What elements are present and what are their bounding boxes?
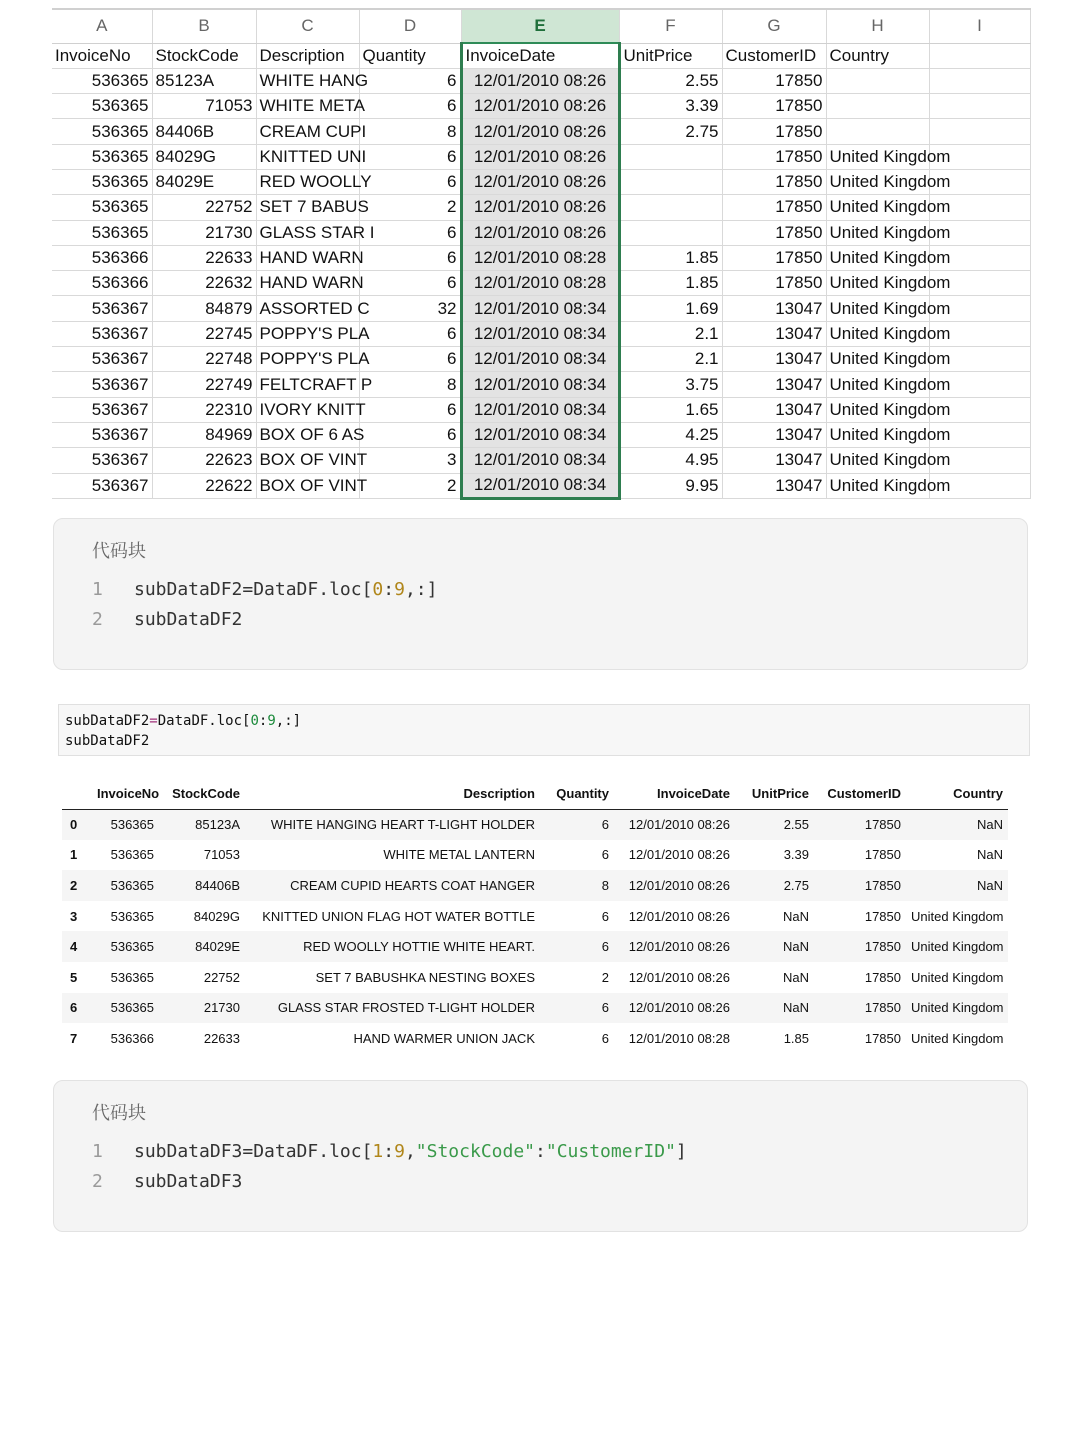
df-cell: HAND WARMER UNION JACK [353, 1030, 535, 1046]
sheet-cell[interactable]: 13047 [722, 473, 826, 498]
df-cell: 2.75 [783, 877, 809, 893]
sheet-row [52, 448, 1030, 473]
sheet-cell[interactable]: 6 [359, 347, 461, 372]
sheet-row [52, 296, 1030, 321]
sheet-row [52, 397, 1030, 422]
table-row [62, 962, 1008, 993]
df-cell: 84029G [193, 908, 240, 924]
df-cell: CREAM CUPID HEARTS COAT HANGER [290, 877, 535, 893]
df-cell: 6 [601, 908, 609, 924]
sheet-cell[interactable]: 6 [359, 245, 461, 270]
sheet-cell[interactable]: 6 [359, 94, 461, 119]
sheet-row [52, 347, 1030, 372]
code-line-2[interactable]: 2 subDataDF3 [92, 1171, 243, 1192]
sheet-cell[interactable]: 4.25 [619, 422, 722, 447]
df-cell: 12/01/2010 08:26 [628, 817, 730, 833]
sheet-cell[interactable]: 12/01/2010 08:26 [461, 68, 619, 93]
sheet-cell[interactable]: 12/01/2010 08:26 [461, 119, 619, 144]
sheet-cell[interactable]: 13047 [722, 296, 826, 321]
df-cell: SET 7 BABUSHKA NESTING BOXES [315, 969, 535, 985]
table-row [62, 993, 1008, 1024]
sheet-cell[interactable]: 12/01/2010 08:34 [461, 422, 619, 447]
sheet-cell[interactable]: 13047 [722, 448, 826, 473]
df-column-header: StockCode [159, 778, 245, 809]
sheet-cell[interactable] [826, 94, 929, 119]
sheet-cell[interactable]: CustomerID [722, 43, 826, 68]
df-cell: NaN [976, 847, 1003, 863]
sheet-cell[interactable]: 13047 [722, 372, 826, 397]
df-cell: WHITE METAL LANTERN [383, 847, 535, 863]
df-cell: 6 [601, 817, 609, 833]
sheet-cell[interactable]: 12/01/2010 08:28 [461, 271, 619, 296]
jupyter-input-cell[interactable] [58, 704, 1030, 756]
sheet-cell[interactable]: 1.69 [619, 296, 722, 321]
spreadsheet [52, 8, 1030, 500]
sheet-cell[interactable]: 13047 [722, 397, 826, 422]
sheet-cell[interactable]: 12/01/2010 08:34 [461, 372, 619, 397]
dataframe-output [62, 778, 1008, 1054]
df-cell: 85123A [195, 817, 240, 833]
df-cell: 6 [601, 1000, 609, 1016]
df-cell: United Kingdom [911, 969, 1004, 985]
sheet-cell[interactable] [929, 68, 1030, 93]
sheet-cell[interactable]: 22749 [152, 372, 256, 397]
sheet-cell[interactable]: 22748 [152, 347, 256, 372]
sheet-cell[interactable]: 17850 [722, 169, 826, 194]
sheet-row [52, 94, 1030, 119]
sheet-cell[interactable]: United Kingdom [826, 195, 929, 220]
sheet-cell[interactable]: United Kingdom [826, 347, 929, 372]
sheet-cell[interactable]: Quantity [359, 43, 461, 68]
line-number: 2 [92, 1171, 103, 1192]
sheet-cell[interactable]: HAND WARN [256, 245, 359, 270]
code-line-2[interactable]: 2 subDataDF2 [92, 609, 243, 630]
sheet-cell[interactable] [929, 43, 1030, 68]
df-cell: 3.39 [783, 847, 809, 863]
sheet-cell[interactable]: 12/01/2010 08:34 [461, 347, 619, 372]
sheet-cell[interactable]: United Kingdom [826, 296, 929, 321]
df-cell: 2.55 [783, 817, 809, 833]
sheet-cell[interactable]: HAND WARN [256, 271, 359, 296]
df-column-header: UnitPrice [735, 778, 814, 809]
df-row-index: 1 [70, 847, 78, 863]
df-column-header: InvoiceNo [92, 778, 159, 809]
sheet-cell[interactable]: 536365 [52, 94, 152, 119]
sheet-cell[interactable] [619, 220, 722, 245]
df-cell: 6 [601, 939, 609, 955]
sheet-row [52, 144, 1030, 169]
column-header-e[interactable]: E [461, 9, 619, 43]
df-cell: 17850 [864, 969, 901, 985]
sheet-row [52, 422, 1030, 447]
sheet-row [52, 271, 1030, 296]
sheet-cell[interactable]: 12/01/2010 08:26 [461, 94, 619, 119]
sheet-cell[interactable]: United Kingdom [826, 448, 929, 473]
df-cell: 536365 [110, 908, 154, 924]
sheet-cell[interactable]: 536367 [52, 397, 152, 422]
sheet-cell[interactable]: 17850 [722, 119, 826, 144]
sheet-cell[interactable]: 13047 [722, 321, 826, 346]
sheet-cell[interactable]: 536367 [52, 372, 152, 397]
df-column-header: InvoiceDate [614, 778, 735, 809]
sheet-cell[interactable] [619, 144, 722, 169]
sheet-cell[interactable]: BOX OF VINT [256, 473, 359, 498]
sheet-cell[interactable]: 536365 [52, 119, 152, 144]
df-cell: 536366 [110, 1030, 154, 1046]
sheet-cell[interactable]: 12/01/2010 08:26 [461, 169, 619, 194]
sheet-cell[interactable]: 536365 [52, 195, 152, 220]
df-row-index: 7 [70, 1030, 78, 1046]
sheet-cell[interactable]: InvoiceDate [461, 43, 619, 68]
sheet-cell[interactable]: 1.65 [619, 397, 722, 422]
sheet-cell[interactable]: 84029E [152, 169, 256, 194]
table-row [62, 809, 1008, 840]
sheet-cell[interactable]: 12/01/2010 08:26 [461, 144, 619, 169]
df-cell: 6 [601, 1030, 609, 1046]
df-cell: 22752 [203, 969, 240, 985]
sheet-cell[interactable]: ASSORTED C [256, 296, 359, 321]
sheet-cell[interactable]: 1.85 [619, 245, 722, 270]
sheet-cell[interactable] [826, 119, 929, 144]
df-cell: 12/01/2010 08:26 [628, 969, 730, 985]
code-block-1 [53, 518, 1028, 670]
sheet-cell[interactable]: GLASS STAR I [256, 220, 359, 245]
sheet-row [52, 473, 1030, 498]
sheet-cell[interactable]: 2.1 [619, 347, 722, 372]
df-cell: NaN [782, 908, 809, 924]
sheet-cell[interactable]: POPPY'S PLA [256, 347, 359, 372]
sheet-cell[interactable]: 1.85 [619, 271, 722, 296]
sheet-cell[interactable]: 17850 [722, 68, 826, 93]
column-header-c[interactable]: C [256, 9, 359, 43]
sheet-cell[interactable]: 22745 [152, 321, 256, 346]
sheet-cell[interactable]: SET 7 BABUS [256, 195, 359, 220]
df-cell: 12/01/2010 08:26 [628, 908, 730, 924]
sheet-cell[interactable]: 12/01/2010 08:26 [461, 195, 619, 220]
sheet-cell[interactable]: 22310 [152, 397, 256, 422]
sheet-row [52, 245, 1030, 270]
column-header-f[interactable]: F [619, 9, 722, 43]
df-cell: 536365 [110, 939, 154, 955]
code-line-1[interactable]: 1 subDataDF2=DataDF.loc[0:9,:] [92, 579, 438, 600]
sheet-cell[interactable]: 6 [359, 397, 461, 422]
sheet-cell[interactable]: 6 [359, 169, 461, 194]
sheet-cell[interactable]: 3 [359, 448, 461, 473]
df-cell: NaN [782, 1000, 809, 1016]
sheet-cell[interactable]: 13047 [722, 422, 826, 447]
sheet-cell[interactable]: 2 [359, 473, 461, 498]
column-header-g[interactable]: G [722, 9, 826, 43]
df-column-header: Country [906, 778, 1008, 809]
sheet-cell[interactable]: KNITTED UNI [256, 144, 359, 169]
sheet-cell[interactable]: 12/01/2010 08:34 [461, 397, 619, 422]
df-cell: United Kingdom [911, 1030, 1004, 1046]
sheet-cell[interactable]: 536367 [52, 422, 152, 447]
sheet-cell[interactable]: 84406B [152, 119, 256, 144]
sheet-cell[interactable]: 536367 [52, 473, 152, 498]
sheet-cell[interactable]: Country [826, 43, 929, 68]
sheet-cell[interactable]: InvoiceNo [52, 43, 152, 68]
sheet-cell[interactable]: 536366 [52, 245, 152, 270]
sheet-cell[interactable]: 536365 [52, 68, 152, 93]
line-number: 2 [92, 609, 103, 630]
sheet-cell[interactable]: 12/01/2010 08:28 [461, 245, 619, 270]
df-row-index: 0 [70, 817, 78, 833]
df-row-index: 3 [70, 908, 78, 924]
sheet-cell[interactable]: 17850 [722, 245, 826, 270]
sheet-cell[interactable]: 84029G [152, 144, 256, 169]
df-cell: 536365 [110, 1000, 154, 1016]
df-cell: 12/01/2010 08:26 [628, 877, 730, 893]
sheet-row [52, 321, 1030, 346]
sheet-cell[interactable]: 12/01/2010 08:26 [461, 220, 619, 245]
sheet-cell[interactable]: United Kingdom [826, 422, 929, 447]
sheet-cell[interactable]: 6 [359, 220, 461, 245]
sheet-cell[interactable]: 536367 [52, 347, 152, 372]
sheet-cell[interactable]: BOX OF VINT [256, 448, 359, 473]
df-cell: 536365 [110, 817, 154, 833]
code-block-title: 代码块 [92, 541, 146, 561]
sheet-cell[interactable]: 21730 [152, 220, 256, 245]
spreadsheet-grid [52, 8, 1031, 500]
sheet-cell[interactable]: 17850 [722, 195, 826, 220]
column-header-h[interactable]: H [826, 9, 929, 43]
df-cell: 17850 [864, 1000, 901, 1016]
sheet-cell[interactable]: 13047 [722, 347, 826, 372]
df-cell: GLASS STAR FROSTED T-LIGHT HOLDER [277, 1000, 535, 1016]
sheet-cell[interactable]: 9.95 [619, 473, 722, 498]
sheet-cell[interactable]: 536365 [52, 220, 152, 245]
df-cell: 536365 [110, 847, 154, 863]
column-header-d[interactable]: D [359, 9, 461, 43]
column-header-a[interactable]: A [52, 9, 152, 43]
sheet-row [52, 220, 1030, 245]
sheet-cell[interactable]: 6 [359, 271, 461, 296]
df-cell: NaN [782, 939, 809, 955]
df-column-header: Description [245, 778, 540, 809]
sheet-cell[interactable]: 71053 [152, 94, 256, 119]
table-row [62, 840, 1008, 871]
sheet-cell[interactable]: United Kingdom [826, 169, 929, 194]
sheet-cell[interactable]: 84969 [152, 422, 256, 447]
df-cell: United Kingdom [911, 1000, 1004, 1016]
sheet-cell[interactable] [619, 195, 722, 220]
sheet-cell[interactable]: United Kingdom [826, 144, 929, 169]
df-cell: 2 [601, 969, 609, 985]
line-number: 1 [92, 579, 103, 600]
dataframe-table [62, 778, 1008, 1054]
sheet-cell[interactable]: United Kingdom [826, 271, 929, 296]
table-row [62, 1023, 1008, 1054]
sheet-cell[interactable] [929, 119, 1030, 144]
df-row-index: 5 [70, 969, 78, 985]
sheet-row [52, 169, 1030, 194]
table-row [62, 901, 1008, 932]
sheet-cell[interactable]: 22752 [152, 195, 256, 220]
sheet-cell[interactable]: 22623 [152, 448, 256, 473]
sheet-cell[interactable]: CREAM CUPI [256, 119, 359, 144]
sheet-cell[interactable]: 536367 [52, 321, 152, 346]
df-cell: 17850 [864, 1030, 901, 1046]
sheet-cell[interactable]: 3.39 [619, 94, 722, 119]
sheet-cell[interactable]: 12/01/2010 08:34 [461, 448, 619, 473]
table-row [62, 870, 1008, 901]
sheet-cell[interactable]: WHITE META [256, 94, 359, 119]
line-number: 1 [92, 1141, 103, 1162]
sheet-cell[interactable]: 12/01/2010 08:34 [461, 296, 619, 321]
sheet-row [52, 119, 1030, 144]
df-cell: 17850 [864, 939, 901, 955]
sheet-cell[interactable] [619, 169, 722, 194]
df-cell: 71053 [203, 847, 240, 863]
sheet-cell[interactable]: 6 [359, 321, 461, 346]
column-header-b[interactable]: B [152, 9, 256, 43]
sheet-cell[interactable]: 22632 [152, 271, 256, 296]
sheet-cell[interactable]: 536365 [52, 144, 152, 169]
sheet-cell[interactable]: 536365 [52, 169, 152, 194]
code-block-title: 代码块 [92, 1103, 146, 1123]
df-cell: RED WOOLLY HOTTIE WHITE HEART. [303, 939, 535, 955]
df-cell: 84406B [195, 877, 240, 893]
sheet-cell[interactable]: 536367 [52, 448, 152, 473]
sheet-row [52, 195, 1030, 220]
df-cell: 17850 [864, 908, 901, 924]
sheet-cell[interactable]: Description [256, 43, 359, 68]
df-row-index: 2 [70, 877, 78, 893]
table-row [62, 931, 1008, 962]
df-column-header [62, 778, 92, 809]
sheet-cell[interactable]: 2.55 [619, 68, 722, 93]
sheet-cell[interactable]: 536367 [52, 296, 152, 321]
df-cell: 17850 [864, 877, 901, 893]
sheet-cell[interactable]: United Kingdom [826, 397, 929, 422]
column-header-i[interactable]: I [929, 9, 1030, 43]
sheet-cell[interactable]: IVORY KNITT [256, 397, 359, 422]
df-cell: 12/01/2010 08:26 [628, 939, 730, 955]
df-cell: NaN [976, 817, 1003, 833]
sheet-cell[interactable]: 84879 [152, 296, 256, 321]
jupyter-code-line-1: subDataDF2=DataDF.loc[0:9,:] [65, 713, 302, 729]
df-row-index: 6 [70, 1000, 78, 1016]
sheet-cell[interactable] [826, 68, 929, 93]
sheet-cell[interactable]: 17850 [722, 144, 826, 169]
code-line-1[interactable]: 1 subDataDF3=DataDF.loc[1:9,"StockCode":"CustomerID"] [92, 1141, 687, 1162]
df-cell: 1.85 [783, 1030, 809, 1046]
df-cell: 17850 [864, 847, 901, 863]
df-cell: 8 [601, 877, 609, 893]
df-cell: United Kingdom [911, 908, 1004, 924]
sheet-cell[interactable]: 3.75 [619, 372, 722, 397]
sheet-cell[interactable]: WHITE HANG [256, 68, 359, 93]
sheet-cell[interactable]: United Kingdom [826, 321, 929, 346]
sheet-cell[interactable]: 2 [359, 195, 461, 220]
sheet-cell[interactable]: 2.1 [619, 321, 722, 346]
df-cell: 21730 [203, 1000, 240, 1016]
df-cell: 12/01/2010 08:26 [628, 1000, 730, 1016]
df-cell: KNITTED UNION FLAG HOT WATER BOTTLE [262, 908, 535, 924]
sheet-cell[interactable] [929, 94, 1030, 119]
sheet-cell[interactable]: 8 [359, 372, 461, 397]
df-cell: NaN [976, 877, 1003, 893]
sheet-cell[interactable]: BOX OF 6 AS [256, 422, 359, 447]
sheet-cell[interactable]: 6 [359, 422, 461, 447]
df-cell: 6 [601, 847, 609, 863]
sheet-row [52, 372, 1030, 397]
sheet-cell[interactable]: 22622 [152, 473, 256, 498]
sheet-cell[interactable]: 85123A [152, 68, 256, 93]
df-cell: 17850 [864, 817, 901, 833]
sheet-cell[interactable]: 17850 [722, 271, 826, 296]
df-cell: NaN [782, 969, 809, 985]
sheet-cell[interactable]: StockCode [152, 43, 256, 68]
sheet-cell[interactable]: 22633 [152, 245, 256, 270]
df-cell: WHITE HANGING HEART T-LIGHT HOLDER [270, 817, 535, 833]
sheet-cell[interactable]: 8 [359, 119, 461, 144]
df-column-header: CustomerID [814, 778, 906, 809]
sheet-cell[interactable]: United Kingdom [826, 473, 929, 498]
sheet-cell[interactable]: UnitPrice [619, 43, 722, 68]
sheet-cell[interactable]: 4.95 [619, 448, 722, 473]
sheet-cell[interactable]: 12/01/2010 08:34 [461, 321, 619, 346]
df-cell: 12/01/2010 08:28 [628, 1030, 730, 1046]
df-cell: 22633 [203, 1030, 240, 1046]
df-cell: 12/01/2010 08:26 [628, 847, 730, 863]
sheet-cell[interactable]: United Kingdom [826, 220, 929, 245]
sheet-cell[interactable]: 32 [359, 296, 461, 321]
code-block-2 [53, 1080, 1028, 1232]
sheet-cell[interactable]: 17850 [722, 220, 826, 245]
df-cell: 84029E [195, 939, 240, 955]
sheet-header-row [52, 43, 1030, 68]
sheet-cell[interactable]: 12/01/2010 08:34 [461, 473, 619, 498]
sheet-cell[interactable]: RED WOOLLY [256, 169, 359, 194]
df-cell: United Kingdom [911, 939, 1004, 955]
df-cell: 536365 [110, 969, 154, 985]
sheet-cell[interactable]: POPPY'S PLA [256, 321, 359, 346]
sheet-row [52, 68, 1030, 93]
sheet-cell[interactable]: United Kingdom [826, 372, 929, 397]
sheet-cell[interactable]: FELTCRAFT P [256, 372, 359, 397]
sheet-cell[interactable]: 6 [359, 68, 461, 93]
jupyter-code-line-2: subDataDF2 [65, 733, 150, 749]
sheet-cell[interactable]: 6 [359, 144, 461, 169]
df-column-header: Quantity [540, 778, 614, 809]
sheet-cell[interactable]: 2.75 [619, 119, 722, 144]
df-row-index: 4 [70, 939, 78, 955]
df-cell: 536365 [110, 877, 154, 893]
sheet-cell[interactable]: 536366 [52, 271, 152, 296]
sheet-cell[interactable]: 17850 [722, 94, 826, 119]
sheet-cell[interactable]: United Kingdom [826, 245, 929, 270]
